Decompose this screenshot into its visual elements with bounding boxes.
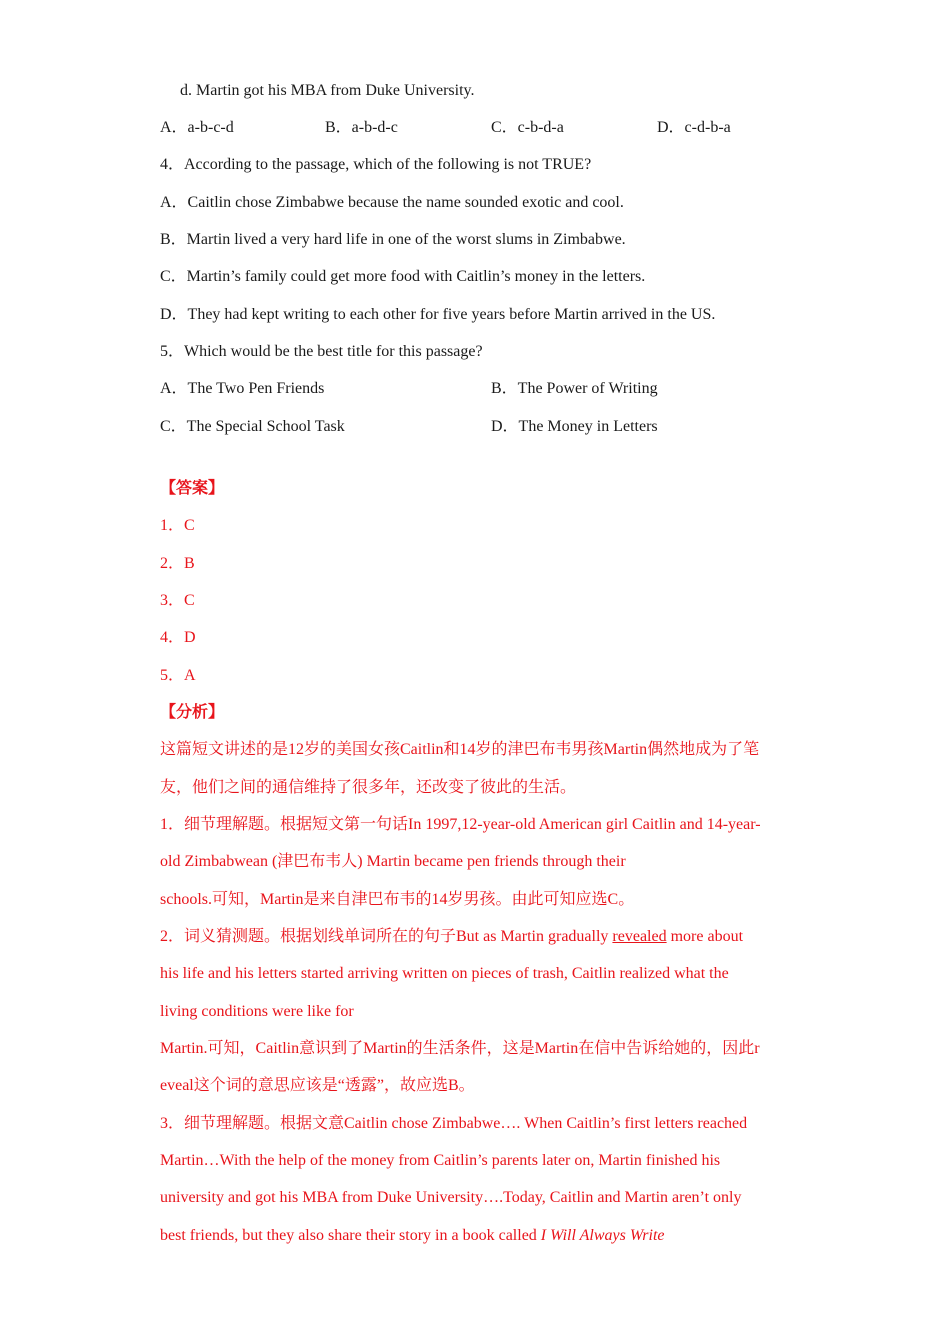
q5-stem: 5．Which would be the best title for this passage? (160, 343, 483, 360)
answer-item: 4．D (160, 629, 196, 646)
answer-item: 3．C (160, 592, 195, 609)
analysis-p2-post: more about (666, 928, 744, 945)
q5-option-a: A．The Two Pen Friends (160, 380, 325, 397)
analysis-intro-line: 友，他们之间的通信维持了很多年，还改变了彼此的生活。 (160, 779, 577, 796)
underlined-word: revealed (612, 928, 667, 945)
q5-option-d: D．The Money in Letters (491, 418, 658, 435)
analysis-p2-pre: 2．词义猜测题。根据划线单词所在的句子But as Martin gradually (160, 928, 613, 945)
analysis-p2-line1 (160, 927, 800, 947)
q3-option-c: C．c-b-d-a (491, 119, 564, 136)
answer-item: 1．C (160, 517, 195, 534)
q3-option-b: B．a-b-d-c (325, 119, 398, 136)
q4-stem: 4．According to the passage, which of the following is not TRUE? (160, 156, 592, 173)
analysis-p3-last-pre: best friends, but they also share their story in a book called (160, 1227, 541, 1244)
answer-item: 5．A (160, 667, 196, 684)
q3-option-d: D．c-d-b-a (657, 119, 731, 136)
analysis-p1-line: 1．细节理解题。根据短文第一句话In 1997,12-year-old American girl Caitlin and 14-year- (160, 816, 761, 833)
analysis-p2-line: living conditions were like for (160, 1003, 354, 1020)
analysis-heading: 【分析】 (160, 704, 225, 721)
q4-option-d: D．They had kept writing to each other for five years before Martin arrived in the US. (160, 306, 716, 323)
analysis-p3-line: Martin…With the help of the money from Caitlin’s parents later on, Martin finished his (160, 1152, 721, 1169)
analysis-p1-line: schools.可知，Martin是来自津巴布韦的14岁男孩。由此可知应选C。 (160, 891, 635, 908)
q3-option-a: A．a-b-c-d (160, 119, 234, 136)
answer-item: 2．B (160, 555, 195, 572)
answer-heading: 【答案】 (160, 480, 225, 497)
q4-option-b: B．Martin lived a very hard life in one of the worst slums in Zimbabwe. (160, 231, 626, 248)
analysis-p3-line: 3．细节理解题。根据文意Caitlin chose Zimbabwe…. When Caitlin’s first letters reached (160, 1115, 748, 1132)
q5-option-b: B．The Power of Writing (491, 380, 658, 397)
analysis-p2-line: Martin.可知，Caitlin意识到了Martin的生活条件，这是Martin在信中告诉给她的，因此r (160, 1040, 760, 1057)
analysis-intro-line: 这篇短文讲述的是12岁的美国女孩Caitlin和14岁的津巴布韦男孩Martin偶然地成为了笔 (160, 741, 760, 758)
analysis-p2-line: eveal这个词的意思应该是“透露”，故应选B。 (160, 1077, 475, 1094)
analysis-p2-line: his life and his letters started arriving written on pieces of trash, Caitlin realized what the (160, 965, 729, 982)
q5-option-c: C．The Special School Task (160, 418, 345, 435)
q4-option-c: C．Martin’s family could get more food with Caitlin’s money in the letters. (160, 268, 646, 285)
analysis-p3-last-line (160, 1226, 800, 1246)
analysis-p3-line: university and got his MBA from Duke University….Today, Caitlin and Martin aren’t only (160, 1189, 742, 1206)
q3-item-d: d. Martin got his MBA from Duke University. (180, 82, 475, 99)
q4-option-a: A．Caitlin chose Zimbabwe because the name sounded exotic and cool. (160, 194, 624, 211)
analysis-p1-line: old Zimbabwean (津巴布韦人) Martin became pen friends through their (160, 853, 626, 870)
book-title: I Will Always Write (540, 1227, 665, 1244)
